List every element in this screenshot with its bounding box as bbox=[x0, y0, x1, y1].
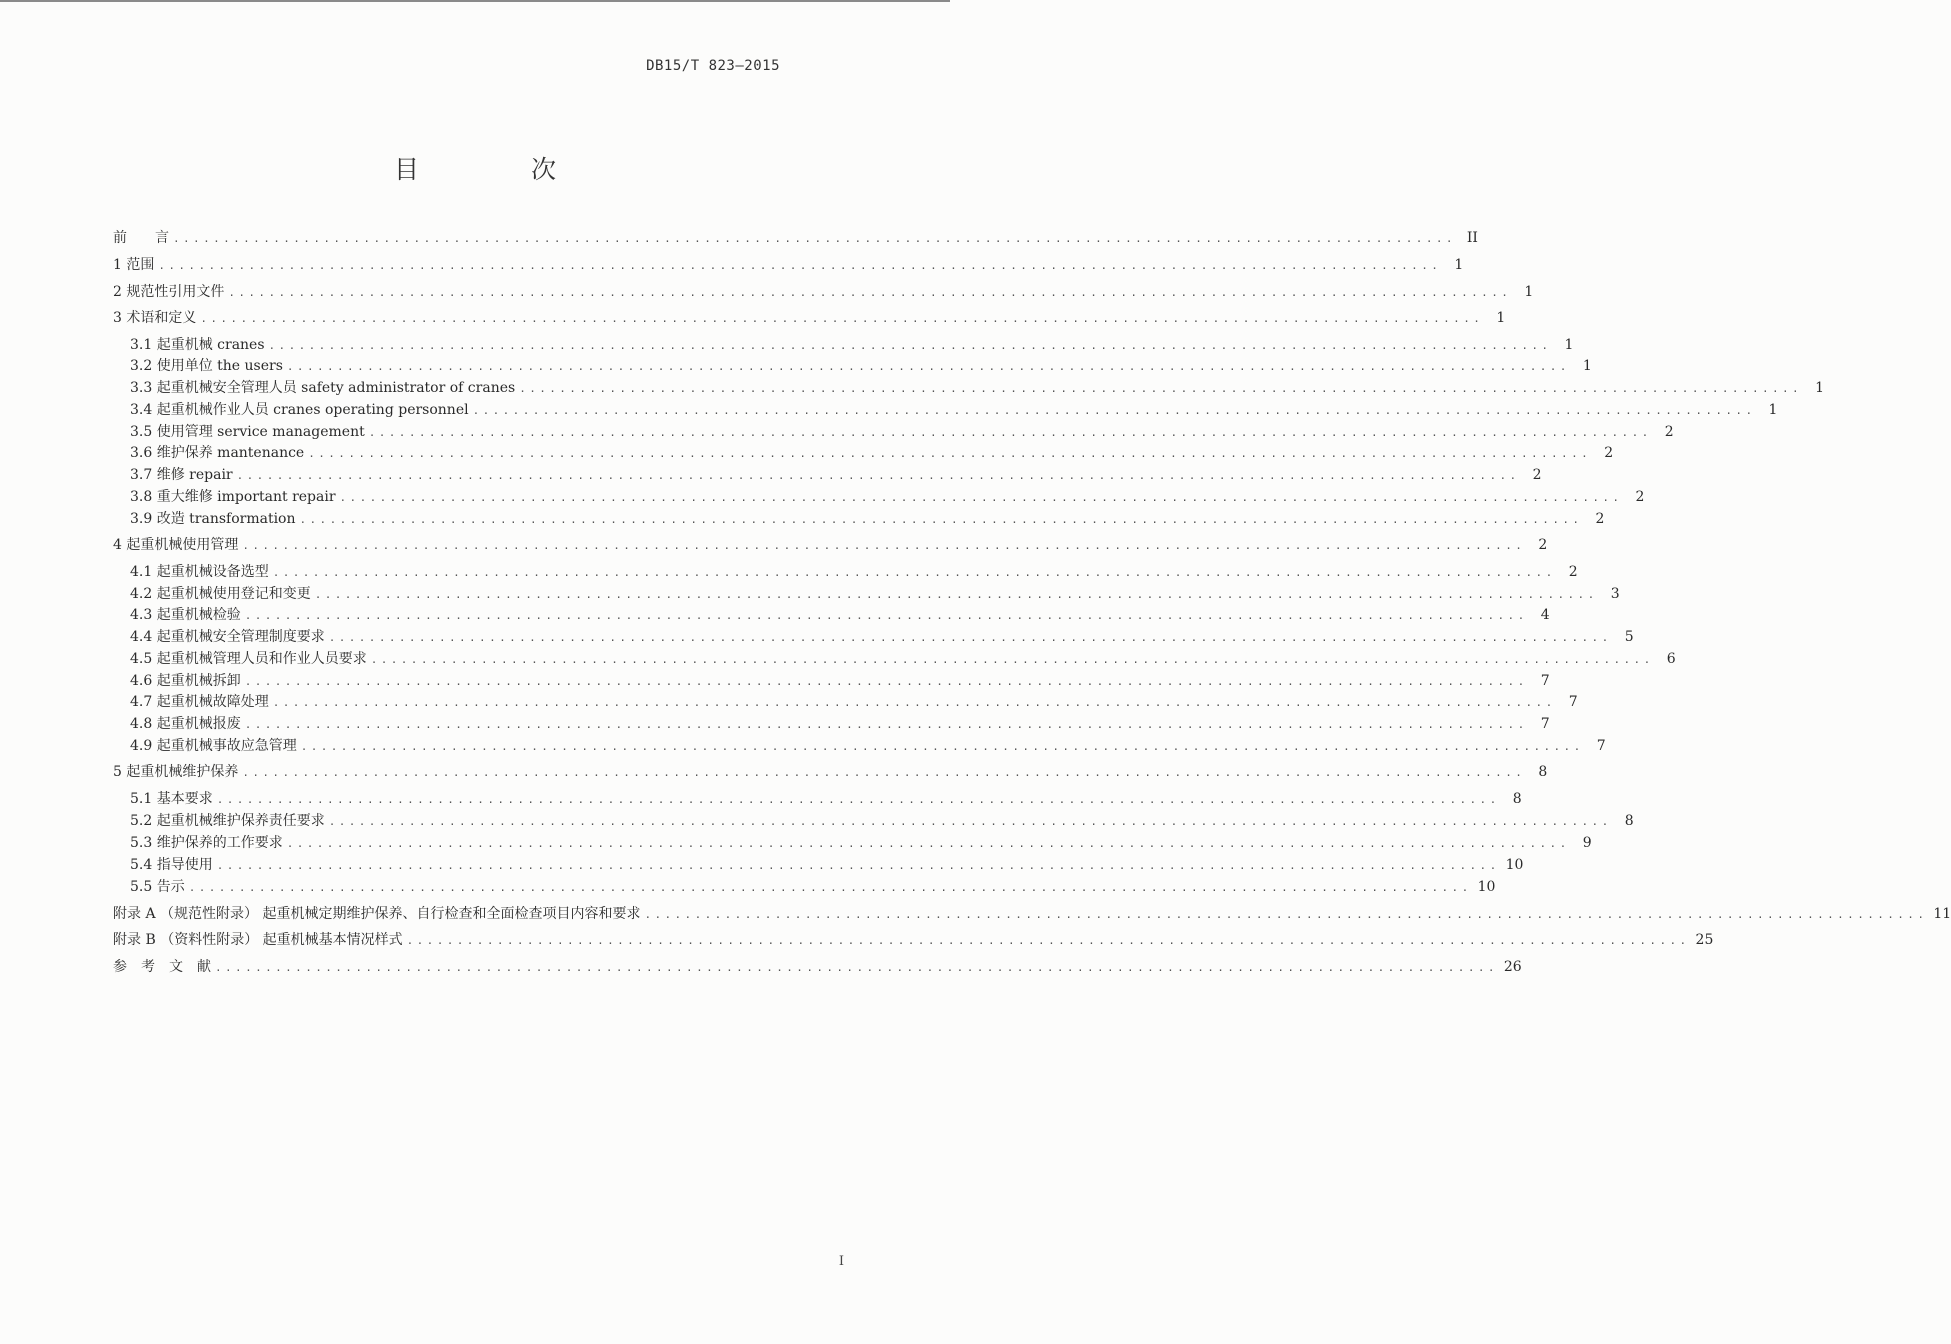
toc-entry-page: 7 bbox=[1540, 716, 1550, 732]
dot-leader: ................................................................................................................................ bbox=[215, 961, 1498, 974]
dot-leader: ................................................................................................................................ bbox=[188, 881, 1472, 894]
toc-entry-3-5[interactable] bbox=[130, 422, 1674, 443]
toc-entry-5-3[interactable] bbox=[130, 833, 1592, 854]
document-code: DB15/T 823—2015 bbox=[646, 58, 780, 74]
toc-entry-3-4[interactable] bbox=[130, 400, 1778, 421]
dot-leader: ................................................................................................................................ bbox=[286, 837, 1570, 850]
toc-entry-3-7[interactable] bbox=[130, 465, 1542, 486]
toc-entry-label: 5.1 基本要求 bbox=[130, 791, 213, 807]
toc-entry-page: 2 bbox=[1538, 537, 1548, 553]
dot-leader: ................................................................................................................................ bbox=[158, 259, 1442, 272]
toc-entry-page: 26 bbox=[1503, 959, 1522, 975]
toc-entry-label: 4.2 起重机械使用登记和变更 bbox=[130, 586, 311, 602]
toc-entry-label: 3 术语和定义 bbox=[113, 310, 197, 326]
dot-leader: ................................................................................................................................ bbox=[308, 447, 1592, 460]
dot-leader: ................................................................................................................................ bbox=[272, 566, 1556, 579]
toc-entry-label: 5.5 告示 bbox=[130, 879, 185, 895]
toc-entry-page: 6 bbox=[1666, 651, 1676, 667]
toc-entry-4-8[interactable] bbox=[130, 714, 1550, 735]
dot-leader: ................................................................................................................................ bbox=[328, 815, 1612, 828]
toc-entry-page: 3 bbox=[1610, 586, 1620, 602]
toc-entry-label: 3.1 起重机械 cranes bbox=[130, 337, 265, 353]
toc-entry-page: 10 bbox=[1477, 879, 1496, 895]
dot-leader: ................................................................................................................................ bbox=[244, 718, 1528, 731]
dot-leader: ................................................................................................................................ bbox=[216, 793, 1500, 806]
toc-entry-appendix-a[interactable] bbox=[113, 904, 1951, 925]
toc-entry-page: 8 bbox=[1624, 813, 1634, 829]
toc-entry-label: 4.1 起重机械设备选型 bbox=[130, 564, 269, 580]
toc-entry-label: 2 规范性引用文件 bbox=[113, 284, 225, 300]
toc-entry-3-8[interactable] bbox=[130, 487, 1645, 508]
toc-entry-4-6[interactable] bbox=[130, 671, 1550, 692]
dot-leader: ................................................................................................................................ bbox=[286, 360, 1570, 373]
toc-entry-3-terms[interactable] bbox=[113, 308, 1506, 329]
toc-entry-label: 4 起重机械使用管理 bbox=[113, 537, 239, 553]
toc-entry-page: 5 bbox=[1624, 629, 1634, 645]
toc-entry-2-normative-references[interactable] bbox=[113, 282, 1534, 303]
toc-entry-4-9[interactable] bbox=[130, 736, 1606, 757]
toc-entry-label: 5.3 维护保养的工作要求 bbox=[130, 835, 283, 851]
toc-entry-label: 3.2 使用单位 the users bbox=[130, 358, 283, 374]
toc-entry-5-1[interactable] bbox=[130, 789, 1522, 810]
toc-entry-3-1[interactable] bbox=[130, 335, 1574, 356]
toc-entry-label: 3.3 起重机械安全管理人员 safety administrator of cranes bbox=[130, 380, 516, 396]
toc-entry-4-1[interactable] bbox=[130, 562, 1578, 583]
toc-entry-5-4[interactable] bbox=[130, 855, 1524, 876]
toc-title: 目 次 bbox=[394, 155, 608, 184]
toc-entry-page: 8 bbox=[1512, 791, 1522, 807]
toc-entry-label: 5.4 指导使用 bbox=[130, 857, 213, 873]
toc-entry-page: 2 bbox=[1664, 424, 1674, 440]
toc-entry-label: 3.5 使用管理 service management bbox=[130, 424, 365, 440]
toc-entry-page: 7 bbox=[1540, 673, 1550, 689]
toc-entry-page: 1 bbox=[1564, 337, 1574, 353]
toc-entry-preface[interactable] bbox=[113, 228, 1478, 249]
toc-entry-page: 7 bbox=[1568, 694, 1578, 710]
toc-entry-page: 1 bbox=[1815, 380, 1825, 396]
dot-leader: ................................................................................................................................ bbox=[370, 653, 1654, 666]
toc-entry-label: 1 范围 bbox=[113, 257, 155, 273]
dot-leader: ................................................................................................................................ bbox=[200, 312, 1484, 325]
toc-entry-label: 4.3 起重机械检验 bbox=[130, 607, 241, 623]
dot-leader: ................................................................................................................................ bbox=[300, 740, 1584, 753]
page-number: I bbox=[838, 1254, 844, 1269]
dot-leader: ................................................................................................................................ bbox=[368, 426, 1652, 439]
toc-entry-5-2[interactable] bbox=[130, 811, 1634, 832]
dot-leader: ................................................................................................................................ bbox=[314, 588, 1598, 601]
toc-entry-3-3[interactable] bbox=[130, 378, 1825, 399]
toc-entry-label: 3.9 改造 transformation bbox=[130, 511, 296, 527]
toc-entry-label: 3.8 重大维修 important repair bbox=[130, 489, 336, 505]
toc-entry-page: 1 bbox=[1524, 284, 1534, 300]
dot-leader: ................................................................................................................................ bbox=[242, 766, 1526, 779]
toc-entry-page: 2 bbox=[1532, 467, 1542, 483]
toc-entry-page: 2 bbox=[1595, 511, 1605, 527]
toc-entry-page: II bbox=[1466, 230, 1478, 246]
toc-entry-4-2[interactable] bbox=[130, 584, 1620, 605]
toc-entry-3-2[interactable] bbox=[130, 356, 1592, 377]
toc-entry-label: 3.6 维护保养 mantenance bbox=[130, 445, 305, 461]
toc-entry-page: 2 bbox=[1568, 564, 1578, 580]
dot-leader: ................................................................................................................................ bbox=[644, 908, 1928, 921]
toc-entry-label: 前 言 bbox=[113, 230, 169, 246]
dot-leader: ................................................................................................................................ bbox=[299, 513, 1583, 526]
dot-leader: ................................................................................................................................ bbox=[268, 339, 1552, 352]
toc-entry-label: 4.5 起重机械管理人员和作业人员要求 bbox=[130, 651, 367, 667]
toc-entry-5-maintenance[interactable] bbox=[113, 762, 1548, 783]
toc-entry-4-4[interactable] bbox=[130, 627, 1634, 648]
dot-leader: ................................................................................................................................ bbox=[242, 539, 1526, 552]
toc-entry-5-5[interactable] bbox=[130, 877, 1496, 898]
toc-entry-page: 2 bbox=[1604, 445, 1614, 461]
dot-leader: ................................................................................................................................ bbox=[244, 675, 1528, 688]
toc-entry-appendix-b[interactable] bbox=[113, 930, 1714, 951]
dot-leader: ................................................................................................................................ bbox=[519, 382, 1803, 395]
toc-entry-1-scope[interactable] bbox=[113, 255, 1464, 276]
toc-entry-page: 1 bbox=[1582, 358, 1592, 374]
toc-entry-3-6[interactable] bbox=[130, 443, 1614, 464]
dot-leader: ................................................................................................................................ bbox=[173, 232, 1456, 245]
toc-entry-label: 4.4 起重机械安全管理制度要求 bbox=[130, 629, 325, 645]
toc-entry-page: 25 bbox=[1695, 932, 1714, 948]
dot-leader: ................................................................................................................................ bbox=[216, 859, 1500, 872]
toc-entry-4-usage-management[interactable] bbox=[113, 535, 1548, 556]
dot-leader: ................................................................................................................................ bbox=[339, 491, 1623, 504]
toc-entry-label: 附录 B （资料性附录） 起重机械基本情况样式 bbox=[113, 932, 403, 948]
toc-entry-page: 1 bbox=[1496, 310, 1506, 326]
toc-entry-label: 4.9 起重机械事故应急管理 bbox=[130, 738, 297, 754]
toc-entry-4-3[interactable] bbox=[130, 605, 1550, 626]
dot-leader: ................................................................................................................................ bbox=[272, 696, 1556, 709]
dot-leader: ................................................................................................................................ bbox=[406, 934, 1690, 947]
toc-entry-page: 4 bbox=[1540, 607, 1550, 623]
toc-entry-label: 4.8 起重机械报废 bbox=[130, 716, 241, 732]
toc-entry-page: 1 bbox=[1454, 257, 1464, 273]
toc-entry-page: 1 bbox=[1768, 402, 1778, 418]
toc-entry-label: 参 考 文 献 bbox=[113, 959, 211, 975]
dot-leader: ................................................................................................................................ bbox=[328, 631, 1612, 644]
dot-leader: ................................................................................................................................ bbox=[472, 404, 1756, 417]
toc-entry-page: 8 bbox=[1538, 764, 1548, 780]
toc-entry-4-5[interactable] bbox=[130, 649, 1676, 670]
toc-entry-label: 5 起重机械维护保养 bbox=[113, 764, 239, 780]
toc-entry-page: 11 bbox=[1933, 906, 1951, 922]
toc-entry-label: 4.6 起重机械拆卸 bbox=[130, 673, 241, 689]
toc-entry-label: 4.7 起重机械故障处理 bbox=[130, 694, 269, 710]
toc-entry-label: 3.7 维修 repair bbox=[130, 467, 233, 483]
toc-entry-page: 2 bbox=[1635, 489, 1645, 505]
toc-entry-page: 10 bbox=[1505, 857, 1524, 873]
toc-entry-references[interactable] bbox=[113, 957, 1522, 978]
dot-leader: ................................................................................................................................ bbox=[244, 609, 1528, 622]
toc-entry-page: 7 bbox=[1596, 738, 1606, 754]
dot-leader: ................................................................................................................................ bbox=[236, 469, 1520, 482]
dot-leader: ................................................................................................................................ bbox=[228, 286, 1512, 299]
toc-entry-label: 3.4 起重机械作业人员 cranes operating personnel bbox=[130, 402, 469, 418]
toc-entry-4-7[interactable] bbox=[130, 692, 1578, 713]
toc-entry-label: 5.2 起重机械维护保养责任要求 bbox=[130, 813, 325, 829]
toc-entry-label: 附录 A （规范性附录） 起重机械定期维护保养、自行检查和全面检查项目内容和要求 bbox=[113, 906, 641, 922]
toc-entry-page: 9 bbox=[1582, 835, 1592, 851]
toc-entry-3-9[interactable] bbox=[130, 509, 1605, 530]
